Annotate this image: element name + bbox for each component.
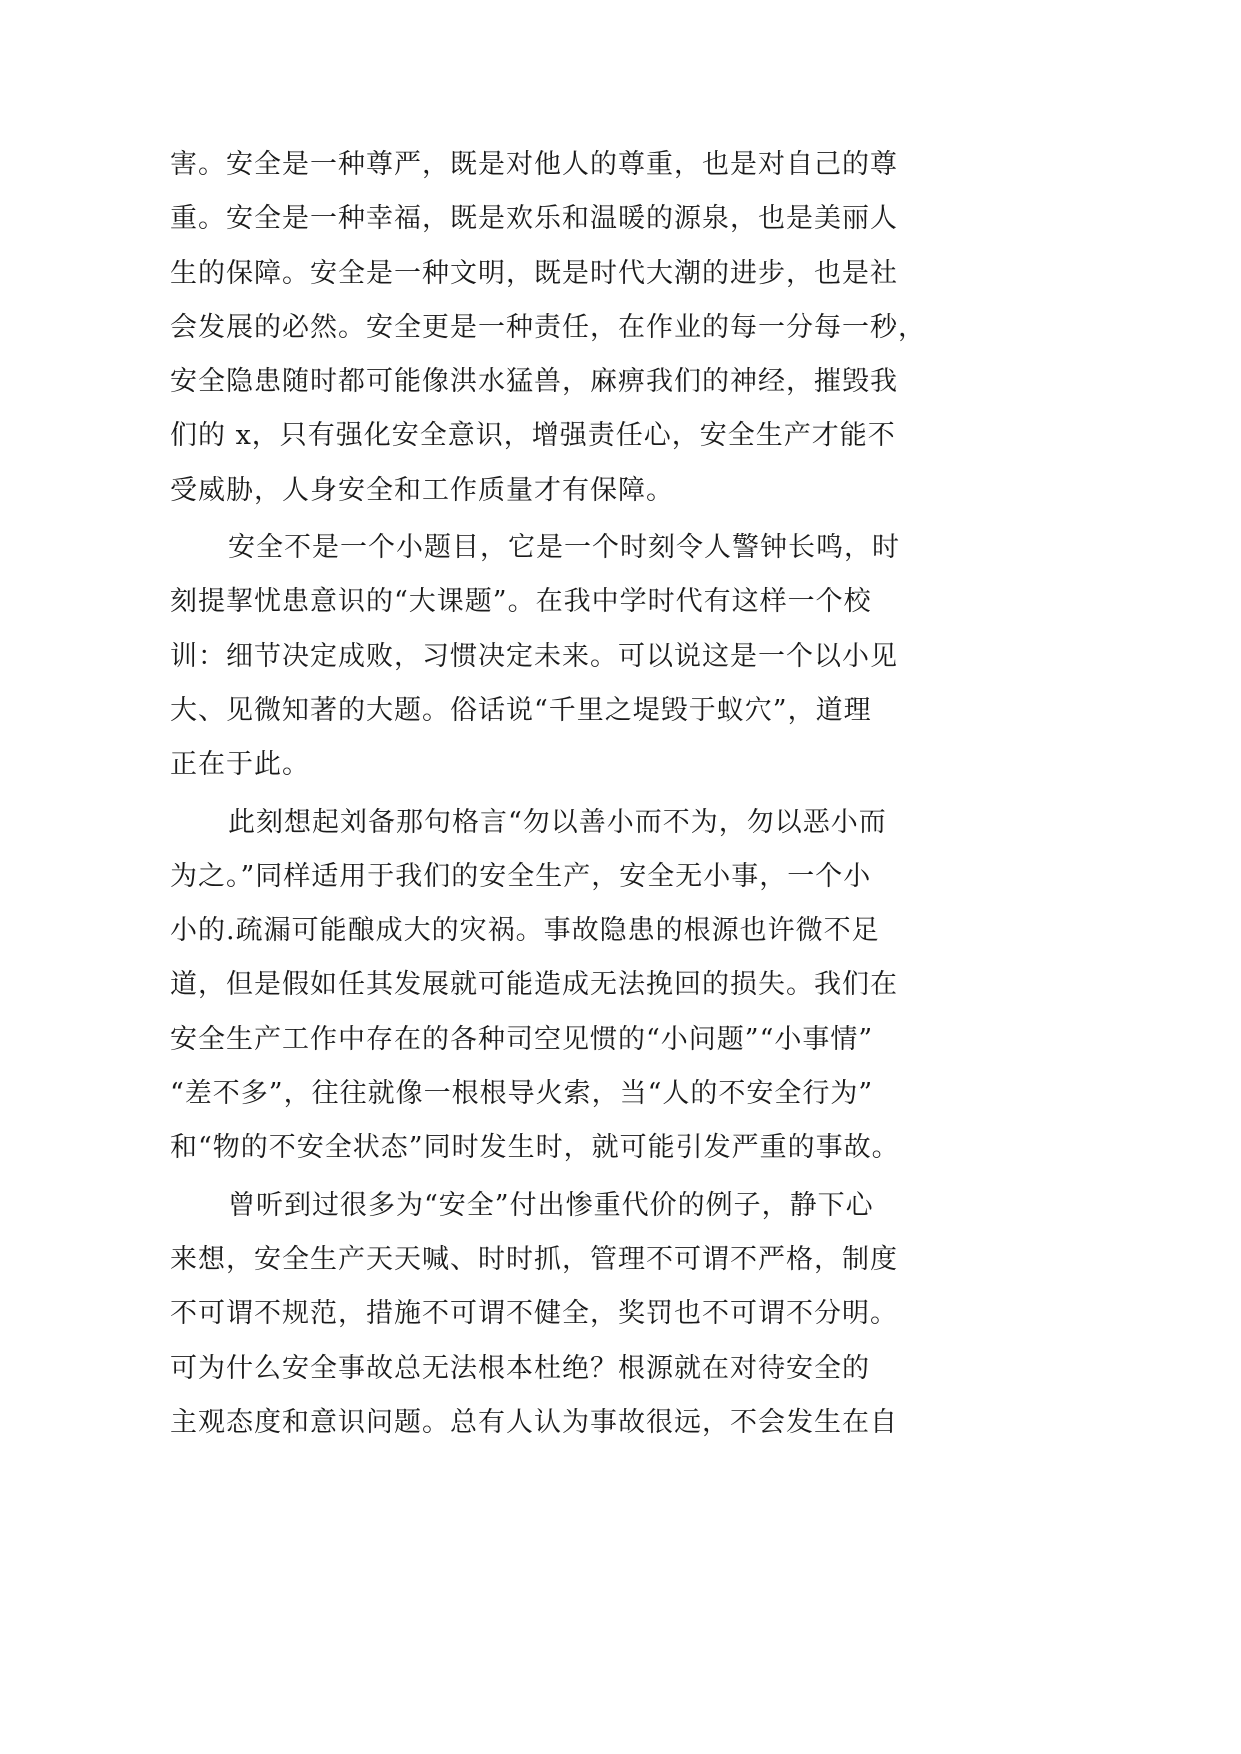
document-body — [170, 138, 940, 1450]
text-line: 刻提挈忧患意识的“大课题”。在我中学时代有这样一个校 — [170, 586, 872, 618]
text-line: 重。安全是一种幸福，既是欢乐和温暖的源泉，也是美丽人 — [170, 203, 898, 235]
text-line: 正在于此。 — [170, 749, 310, 781]
text-line: “差不多”，往往就像一根根导火索，当“人的不安全行为” — [170, 1078, 874, 1110]
text-line: 生的保障。安全是一种文明，既是时代大潮的进步，也是社 — [170, 257, 898, 289]
text-line: 大、见微知著的大题。俗话说“千里之堤毁于蚁穴”，道理 — [170, 694, 872, 726]
text-line: 安全隐患随时都可能像洪水猛兽，麻痹我们的神经，摧毁我 — [170, 366, 898, 398]
text-line: 此刻想起刘备那句格言“勿以善小而不为，勿以恶小而 — [228, 806, 887, 838]
text-line: 可为什么安全事故总无法根本杜绝？根源就在对待安全的 — [170, 1352, 870, 1384]
text-line: 训：细节决定成败，习惯决定未来。可以说这是一个以小见 — [170, 640, 898, 672]
text-line: 来想，安全生产天天喊、时时抓，管理不可谓不严格，制度 — [170, 1243, 898, 1275]
text-line: 小的.疏漏可能酿成大的灾祸。事故隐患的根源也许微不足 — [170, 915, 880, 947]
text-line: 会发展的必然。安全更是一种责任，在作业的每一分每一秒， — [170, 311, 926, 343]
text-line: 道，但是假如任其发展就可能造成无法挽回的损失。我们在 — [170, 969, 898, 1001]
text-line: 曾听到过很多为“安全”付出惨重代价的例子，静下心 — [228, 1189, 874, 1221]
text-line: 为之。”同样适用于我们的安全生产，安全无小事，一个小 — [170, 860, 872, 892]
paragraph — [170, 521, 940, 792]
text-line: 不可谓不规范，措施不可谓不健全，奖罚也不可谓不分明。 — [170, 1298, 898, 1330]
text-line: 和“物的不安全状态”同时发生时，就可能引发严重的事故。 — [170, 1132, 900, 1164]
text-line: 们的 x，只有强化安全意识，增强责任心，安全生产才能不 — [170, 420, 896, 452]
text-line: 主观态度和意识问题。总有人认为事故很远，不会发生在自 — [170, 1406, 898, 1438]
text-line: 安全生产工作中存在的各种司空见惯的“小问题”“小事情” — [170, 1023, 874, 1055]
text-line: 害。安全是一种尊严，既是对他人的尊重，也是对自己的尊 — [170, 149, 898, 180]
paragraph — [170, 1179, 940, 1450]
text-line: 安全不是一个小题目，它是一个时刻令人警钟长鸣，时 — [228, 532, 900, 564]
text-line: 受威胁，人身安全和工作质量才有保障。 — [170, 474, 674, 506]
paragraph — [170, 138, 940, 518]
paragraph — [170, 796, 940, 1176]
